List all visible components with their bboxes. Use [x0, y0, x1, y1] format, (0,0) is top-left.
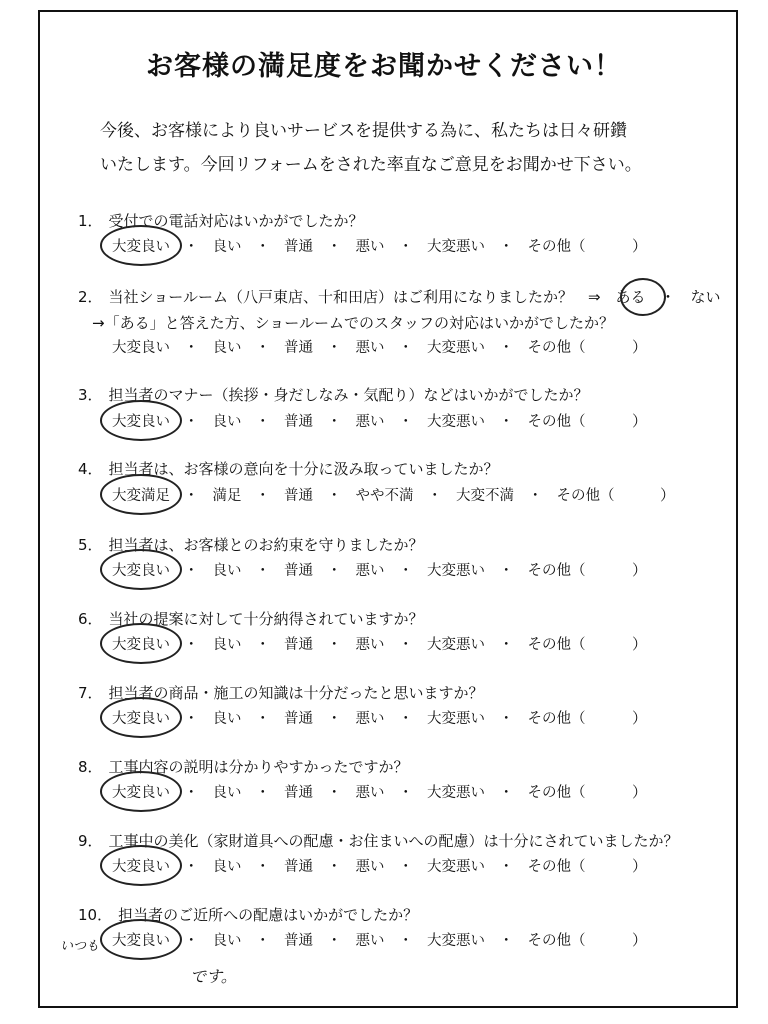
- options-q7: 大変良い ・ 良い ・ 普通 ・ 悪い ・ 大変悪い ・ その他（: [112, 707, 586, 728]
- close-paren: ）: [632, 237, 648, 255]
- option-selected[interactable]: 大変良い: [112, 707, 170, 728]
- close-paren: ）: [632, 783, 648, 801]
- close-paren: ）: [632, 561, 648, 579]
- options-q1: 大変良い ・ 良い ・ 普通 ・ 悪い ・ 大変悪い ・ その他（: [112, 235, 586, 256]
- options-q4: 大変満足 ・ 満足 ・ 普通 ・ やや不満 ・ 大変不満 ・ その他（: [112, 484, 615, 505]
- close-paren: ）: [632, 412, 648, 430]
- handwritten-note-left: いつも: [60, 939, 100, 954]
- question-6: 6． 当社の提案に対して十分納得されていますか？: [78, 610, 424, 628]
- question-4: 4． 担当者は、お客様の意向を十分に汲み取っていましたか？: [78, 460, 499, 478]
- question-10: 10． 担当者のご近所への配慮はいかがでしたか？: [78, 906, 419, 924]
- option-selected[interactable]: 大変良い: [112, 929, 170, 950]
- question-1: 1． 受付での電話対応はいかがでしたか？: [78, 212, 364, 230]
- close-paren: ）: [660, 486, 676, 504]
- question-2-sub: →「ある」と答えた方、ショールームでのスタッフの対応はいかがでしたか？: [92, 314, 614, 332]
- options-q10: 大変良い ・ 良い ・ 普通 ・ 悪い ・ 大変悪い ・ その他（: [112, 929, 586, 950]
- options-q9: 大変良い ・ 良い ・ 普通 ・ 悪い ・ 大変悪い ・ その他（: [112, 855, 586, 876]
- option-selected[interactable]: 大変良い: [112, 559, 170, 580]
- intro-line-2: いたします。今回リフォームをされた率直なご意見をお聞かせ下さい。: [100, 155, 642, 175]
- answer-circle: [620, 278, 666, 316]
- question-9: 9． 工事中の美化（家財道具への配慮・お住まいへの配慮）は十分にされていましたか？: [78, 832, 679, 850]
- option-selected[interactable]: 大変良い: [112, 781, 170, 802]
- option-selected[interactable]: 大変良い: [112, 235, 170, 256]
- options-q8: 大変良い ・ 良い ・ 普通 ・ 悪い ・ 大変悪い ・ その他（: [112, 781, 586, 802]
- options-q6: 大変良い ・ 良い ・ 普通 ・ 悪い ・ 大変悪い ・ その他（: [112, 633, 586, 654]
- option-selected[interactable]: 大変良い: [112, 855, 170, 876]
- close-paren: ）: [632, 857, 648, 875]
- question-8: 8． 工事内容の説明は分かりやすかったですか？: [78, 758, 409, 776]
- options-q3: 大変良い ・ 良い ・ 普通 ・ 悪い ・ 大変悪い ・ その他（: [112, 410, 586, 431]
- question-2: 2． 当社ショールーム（八戸東店、十和田店）はご利用になりましたか？ ⇒ ある ・ ない: [78, 288, 721, 306]
- close-paren: ）: [632, 931, 648, 949]
- options-q2: 大変良い ・ 良い ・ 普通 ・ 悪い ・ 大変悪い ・ その他（: [112, 340, 586, 356]
- intro-line-1: 今後、お客様により良いサービスを提供する為に、私たちは日々研鑽: [100, 121, 627, 141]
- question-3: 3． 担当者のマナー（挨拶・身だしなみ・気配り）などはいかがでしたか？: [78, 386, 589, 404]
- question-5: 5． 担当者は、お客様とのお約束を守りましたか？: [78, 536, 424, 554]
- close-paren: ）: [632, 709, 648, 727]
- option-selected[interactable]: 大変満足: [112, 484, 170, 505]
- options-q5: 大変良い ・ 良い ・ 普通 ・ 悪い ・ 大変悪い ・ その他（: [112, 559, 586, 580]
- question-7: 7． 担当者の商品・施工の知識は十分だったと思いますか？: [78, 684, 484, 702]
- option-selected[interactable]: 大変良い: [112, 633, 170, 654]
- page-title: お客様の満足度をお聞かせください！: [146, 51, 622, 82]
- close-paren: ）: [632, 635, 648, 653]
- handwritten-note-bottom: です。: [190, 967, 237, 986]
- close-paren: ）: [632, 338, 648, 356]
- option-selected[interactable]: 大変良い: [112, 410, 170, 431]
